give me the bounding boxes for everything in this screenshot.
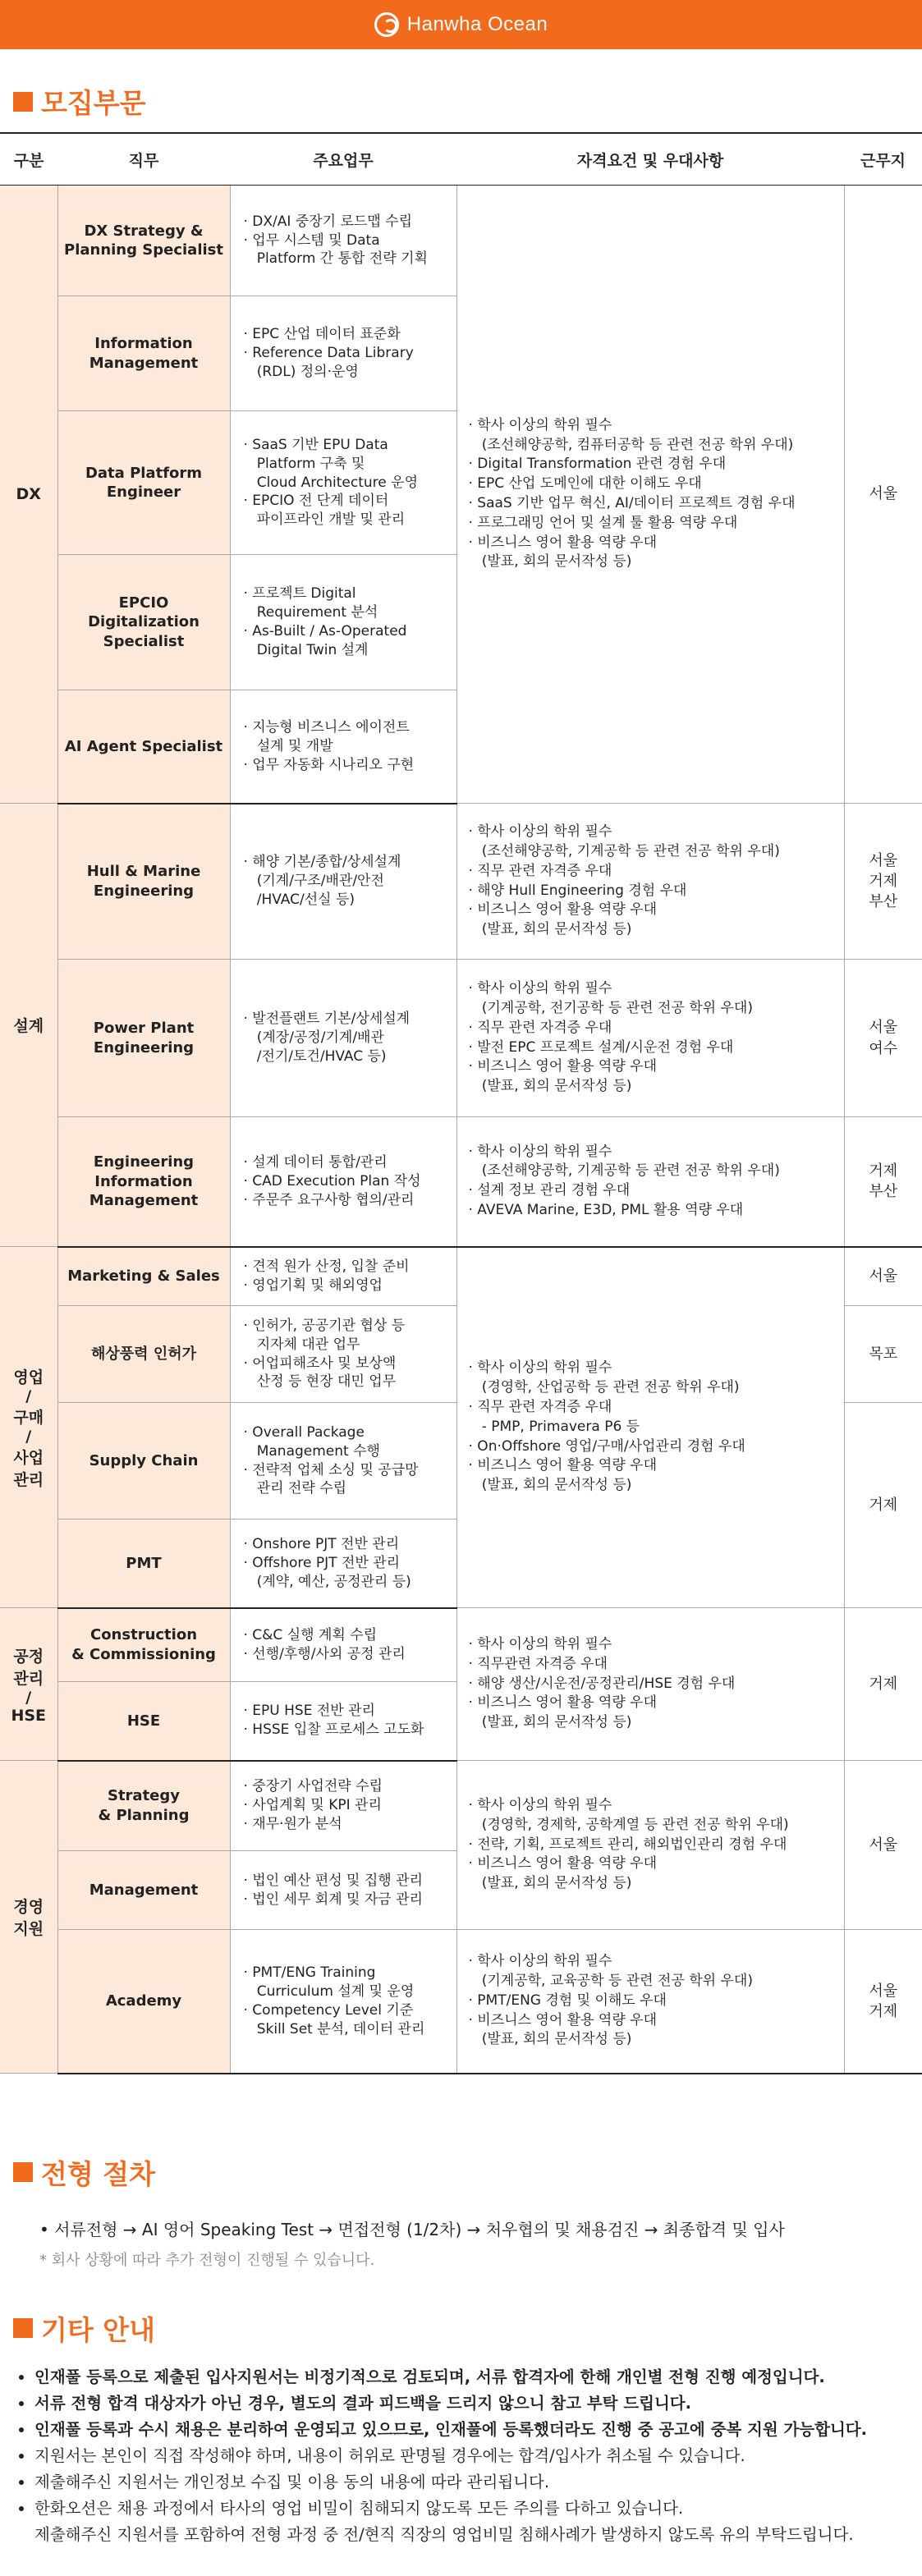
location-cell	[844, 186, 922, 804]
process-flow: • 서류전형 → AI 영어 Speaking Test → 면접전형 (1/2차) → 처우협의 및 채용검진 → 최종합격 및 입사	[39, 2219, 785, 2239]
text-line: · 선행/후행/사외 공정 관리	[243, 1645, 406, 1662]
text-line: · AVEVA Marine, E3D, PML 활용 역량 우대	[468, 1202, 744, 1219]
recruit-title: 모집부문	[41, 87, 146, 119]
text-line: (조선해양공학, 컴퓨터공학 등 관련 전공 학위 우대)	[468, 436, 794, 453]
text-line: · SaaS 기반 EPU Data	[243, 436, 388, 453]
qualification-cell	[456, 186, 844, 804]
text-line: 해상풍력 인허가	[91, 1345, 196, 1363]
text-line: 구매	[13, 1408, 44, 1427]
text-line: · Reference Data Library	[243, 345, 414, 362]
text-line: · Offshore PJT 전반 관리	[243, 1554, 401, 1571]
text-line: · 학사 이상의 학위 필수	[468, 980, 612, 997]
text-line: (발표, 회의 문서작성 등)	[468, 1078, 632, 1095]
table-row	[0, 1117, 922, 1247]
text-line: Power Plant	[93, 1020, 195, 1038]
duty-cell	[230, 296, 456, 411]
role-cell	[57, 1930, 230, 2074]
role-cell	[57, 186, 230, 296]
text-line: · 업무 자동화 시나리오 구현	[243, 756, 415, 773]
text-line: · C&C 실행 계획 수립	[243, 1626, 378, 1643]
text-line: · 비즈니스 영어 활용 역량 우대	[468, 901, 657, 919]
table-header-row	[0, 133, 922, 186]
text-line: Supply Chain	[89, 1451, 199, 1469]
header-division: 구분	[0, 133, 57, 186]
text-line: · 학사 이상의 학위 필수	[468, 823, 612, 841]
text-line: HSE	[126, 1712, 161, 1730]
text-line: · 직무관련 자격증 우대	[468, 1655, 608, 1672]
duty-cell	[230, 1117, 456, 1247]
list-item: • 서류 전형 합격 대상자가 아닌 경우, 별도의 결과 피드백을 드리지 않으니 참고 부탁 드립니다.	[34, 2390, 922, 2417]
text-line: · Digital Transformation 관련 경험 우대	[468, 456, 727, 473]
text-line: · 학사 이상의 학위 필수	[468, 416, 612, 433]
text-line: (발표, 회의 문서작성 등)	[468, 1875, 632, 1892]
text-line: Construction	[89, 1626, 198, 1644]
text-line: Digital Twin 설계	[243, 641, 369, 658]
text-line: (발표, 회의 문서작성 등)	[468, 1477, 632, 1494]
duty-cell	[230, 804, 456, 960]
location-cell	[844, 804, 922, 960]
division-cell	[0, 186, 57, 804]
table-row	[0, 1247, 922, 1306]
text-line: Engineering	[93, 1153, 195, 1171]
text-line: Requirement 분석	[243, 604, 378, 621]
qualification-cell	[456, 1608, 844, 1761]
text-line: Platform 간 통합 전략 기획	[243, 250, 428, 268]
orange-square-icon	[13, 2162, 33, 2182]
text-line: Curriculum 설계 및 운영	[243, 1982, 415, 2000]
table-row	[0, 1930, 922, 2074]
location-cell	[844, 1761, 922, 1930]
text-line: /전기/토건/HVAC 등)	[243, 1047, 387, 1065]
list-item-continuation: 제출해주신 지원서를 포함하여 전형 과정 중 전/현직 직장의 영업비밀 침해사례가 발생하지 않도록 유의 부탁드립니다.	[34, 2524, 854, 2544]
role-cell	[57, 804, 230, 960]
text-line: · 어업피해조사 및 보상액	[243, 1354, 397, 1372]
text-line: · 해양 생산/시운전/공정관리/HSE 경험 우대	[468, 1675, 736, 1692]
division-cell	[0, 1608, 57, 1761]
text-line: 거제	[869, 1675, 898, 1693]
text-line: · 비즈니스 영어 활용 역량 우대	[468, 1855, 657, 1872]
text-line: · EPU HSE 전반 관리	[243, 1703, 375, 1720]
text-line: /	[25, 1387, 32, 1405]
text-line: · 설계 정보 관리 경험 우대	[468, 1182, 631, 1199]
text-line: · Overall Package	[243, 1423, 365, 1441]
text-line: Engineer	[106, 484, 181, 501]
location-cell	[844, 960, 922, 1117]
text-line: - PMP, Primavera P6 등	[468, 1418, 640, 1435]
brand-header	[0, 0, 922, 49]
text-line: 서울	[869, 851, 898, 869]
text-line: · 직무 관련 자격증 우대	[468, 1399, 612, 1416]
role-cell	[57, 1851, 230, 1930]
duty-cell	[230, 1519, 456, 1608]
text-line: · DX/AI 중장기 로드맵 수립	[243, 213, 413, 230]
location-cell	[844, 1930, 922, 2074]
text-line: · 비즈니스 영어 활용 역량 우대	[468, 1694, 657, 1712]
text-line: 산정 등 현장 대민 업무	[243, 1373, 397, 1391]
text-line: · 학사 이상의 학위 필수	[468, 1797, 612, 1813]
text-line: (계약, 예산, 공정관리 등)	[243, 1573, 411, 1590]
table-row	[0, 804, 922, 960]
text-line: · 법인 세무 회계 및 자금 관리	[243, 1891, 423, 1908]
text-line: · 주문주 요구사항 협의/관리	[243, 1191, 415, 1208]
duty-cell	[230, 1306, 456, 1403]
text-line: DX	[16, 485, 41, 503]
text-line: · 프로젝트 Digital	[243, 585, 356, 603]
qualification-cell	[456, 960, 844, 1117]
role-cell	[57, 411, 230, 555]
text-line: Management	[89, 354, 199, 372]
hanwha-logo	[374, 12, 548, 37]
text-line: · 비즈니스 영어 활용 역량 우대	[468, 1457, 657, 1474]
text-line: Information	[94, 335, 193, 353]
text-line: Hull & Marine	[86, 863, 201, 881]
text-line: · 비즈니스 영어 활용 역량 우대	[468, 2011, 657, 2028]
text-line: · 학사 이상의 학위 필수	[468, 1636, 612, 1652]
qualification-cell	[456, 1117, 844, 1247]
text-line: 관리	[13, 1470, 44, 1489]
header-qualifications: 자격요건 및 우대사항	[456, 133, 844, 186]
text-line: 서울	[869, 1019, 898, 1037]
text-line: Planning Specialist	[64, 241, 223, 259]
location-cell	[844, 1608, 922, 1761]
text-line: · As-Built / As-Operated	[243, 623, 407, 639]
text-line: · Competency Level 기준	[243, 2001, 414, 2019]
text-line: · EPCIO 전 단계 데이터	[243, 493, 389, 510]
text-line: 사업	[13, 1448, 44, 1467]
text-line: 부산	[869, 1183, 898, 1201]
text-line: (RDL) 정의·운영	[243, 363, 359, 380]
text-line: Marketing & Sales	[67, 1267, 220, 1286]
text-line: /	[25, 1427, 32, 1446]
division-cell	[0, 804, 57, 1247]
text-line: (경영학, 경제학, 공학계열 등 관련 전공 학위 우대)	[468, 1816, 789, 1833]
text-line: 부산	[869, 893, 898, 911]
text-line: · 프로그래밍 언어 및 설계 툴 활용 역량 우대	[468, 514, 738, 531]
qualification-cell	[456, 1761, 844, 1930]
text-line: Engineering	[93, 1038, 195, 1057]
etc-title: 기타 안내	[41, 2313, 156, 2346]
role-cell	[57, 1519, 230, 1608]
text-line: 파이프라인 개발 및 관리	[243, 511, 406, 529]
text-line: (경영학, 산업공학 등 관련 전공 학위 우대)	[468, 1379, 740, 1396]
text-line: & Commissioning	[71, 1645, 216, 1663]
text-line: · 발전플랜트 기본/상세설계	[243, 1011, 411, 1028]
table-row	[0, 186, 922, 296]
text-line: (조선해양공학, 기계공학 등 관련 전공 학위 우대)	[468, 1162, 780, 1180]
hanwha-logo-icon	[374, 12, 399, 37]
text-line: 여수	[869, 1039, 898, 1057]
division-cell	[0, 1247, 57, 1608]
duty-cell	[230, 555, 456, 690]
text-line: · 전략, 기획, 프로젝트 관리, 해외법인관리 경험 우대	[468, 1836, 787, 1853]
text-line: (발표, 회의 문서작성 등)	[468, 1714, 632, 1731]
text-line: 설계	[13, 1017, 44, 1035]
text-line: · 직무 관련 자격증 우대	[468, 1019, 612, 1036]
text-line: · 견적 원가 산정, 입찰 준비	[243, 1258, 410, 1275]
recruit-table	[0, 132, 922, 2074]
text-line: · 중장기 사업전략 수립	[243, 1778, 383, 1795]
text-line: (조선해양공학, 기계공학 등 관련 전공 학위 우대)	[468, 842, 780, 859]
text-line: 설계 및 개발	[243, 737, 333, 754]
text-line: 거제	[869, 872, 898, 890]
duty-cell	[230, 1851, 456, 1930]
header-duties: 주요업무	[230, 133, 456, 186]
qualification-cell	[456, 1930, 844, 2074]
text-line: · 사업계획 및 KPI 관리	[243, 1797, 382, 1814]
text-line: Academy	[105, 1992, 182, 2010]
text-line: /	[25, 1688, 32, 1707]
process-note: * 회사 상황에 따라 추가 전형이 진행될 수 있습니다.	[39, 2251, 375, 2269]
table-row	[0, 1761, 922, 1851]
text-line: Strategy	[107, 1787, 181, 1805]
location-cell: 거제	[844, 1403, 922, 1608]
duty-cell	[230, 186, 456, 296]
text-line: (발표, 회의 문서작성 등)	[468, 553, 632, 571]
list-item: • 한화오션은 채용 과정에서 타사의 영업 비밀이 침해되지 않도록 모든 주의를 다하고 있습니다.	[34, 2496, 922, 2522]
duty-cell	[230, 411, 456, 555]
header-location: 근무지	[844, 133, 922, 186]
text-line: 관리	[13, 1669, 44, 1688]
list-item: • 인재풀 등록으로 제출된 입사지원서는 비정기적으로 검토되며, 서류 합격자에 한해 개인별 전형 진행 예정입니다.	[34, 2364, 922, 2390]
text-line: PMT	[126, 1554, 162, 1572]
duty-cell	[230, 1608, 456, 1682]
role-cell	[57, 690, 230, 804]
text-line: Engineering	[93, 882, 195, 900]
orange-square-icon	[13, 2318, 33, 2338]
text-line: · EPC 산업 도메인에 대한 이해도 우대	[468, 475, 702, 493]
text-line: · 인허가, 공공기관 협상 등	[243, 1317, 406, 1334]
text-line: (기계공학, 교육공학 등 관련 전공 학위 우대)	[468, 1973, 753, 1990]
text-line: 영업	[13, 1368, 44, 1387]
table-row	[0, 1608, 922, 1682]
text-line: · 영업기획 및 해외영업	[243, 1277, 383, 1294]
text-line: 경영	[13, 1898, 44, 1916]
text-line: Skill Set 분석, 데이터 관리	[243, 2020, 425, 2037]
etc-section-title	[13, 2309, 922, 2348]
text-line: 거제	[869, 2002, 898, 2020]
role-cell	[57, 1761, 230, 1851]
text-line: · 설계 데이터 통합/관리	[243, 1153, 388, 1171]
text-line: · 지능형 비즈니스 에이전트	[243, 718, 410, 736]
text-line: · Onshore PJT 전반 관리	[243, 1535, 400, 1552]
text-line: · SaaS 기반 업무 혁신, AI/데이터 프로젝트 경험 우대	[468, 495, 796, 511]
text-line: · 학사 이상의 학위 필수	[468, 1143, 612, 1160]
qualification-cell	[456, 804, 844, 960]
text-line: · 업무 시스템 및 Data	[243, 231, 380, 249]
text-line: EPCIO	[118, 594, 169, 612]
text-line: · PMT/ENG Training	[243, 1964, 376, 1981]
location-cell: 목포	[844, 1306, 922, 1403]
duty-cell	[230, 1247, 456, 1306]
role-cell	[57, 1247, 230, 1306]
list-item: • 제출해주신 지원서는 개인정보 수집 및 이용 동의 내용에 따라 관리됩니다.	[34, 2469, 922, 2496]
text-line: 공정	[13, 1647, 44, 1666]
duty-cell	[230, 1403, 456, 1519]
list-item: • 인재풀 등록과 수시 채용은 분리하여 운영되고 있으므로, 인재풀에 등록했더라도 진행 중 공고에 중복 지원 가능합니다.	[34, 2417, 922, 2443]
text-line: 거제	[869, 1162, 898, 1180]
text-line: /HVAC/선실 등)	[243, 892, 355, 909]
text-line: Cloud Architecture 운영	[243, 474, 418, 491]
text-line: · 학사 이상의 학위 필수	[468, 1953, 612, 1970]
qualification-cell	[456, 1247, 844, 1608]
text-line: (계장/공정/기계/배관	[243, 1029, 384, 1047]
text-line: Specialist	[103, 632, 185, 650]
text-line: · EPC 산업 데이터 표준화	[243, 326, 401, 343]
role-cell	[57, 1682, 230, 1761]
header-role: 직무	[57, 133, 230, 186]
text-line: 서울	[869, 1982, 898, 2000]
process-title: 전형 절차	[41, 2157, 156, 2190]
orange-square-icon	[13, 92, 33, 112]
text-line: · PMT/ENG 경험 및 이해도 우대	[468, 1992, 667, 2009]
location-cell	[844, 1117, 922, 1247]
text-line: Platform 구축 및	[243, 455, 365, 472]
text-line: · HSSE 입찰 프로세스 고도화	[243, 1721, 424, 1739]
text-line: · 비즈니스 영어 활용 역량 우대	[468, 534, 657, 551]
list-item: • 지원서는 본인이 직접 작성해야 하며, 내용이 허위로 판명될 경우에는 합격/입사가 취소될 수 있습니다.	[34, 2443, 922, 2469]
text-line: Management	[89, 1191, 199, 1209]
text-line: (발표, 회의 문서작성 등)	[468, 921, 632, 938]
division-cell	[0, 1761, 57, 2074]
text-line: 지자체 대관 업무	[243, 1336, 360, 1353]
text-line: Management	[89, 1881, 199, 1899]
duty-cell	[230, 1930, 456, 2074]
role-cell	[57, 1117, 230, 1247]
text-line: · 법인 예산 편성 및 집행 관리	[243, 1872, 423, 1889]
text-line: 지원	[13, 1920, 44, 1938]
location-cell: 서울	[844, 1247, 922, 1306]
duty-cell	[230, 960, 456, 1117]
text-line: HSE	[11, 1706, 47, 1725]
text-line: · 전략적 업체 소싱 및 공급망	[243, 1461, 419, 1478]
duty-cell	[230, 690, 456, 804]
text-line: (발표, 회의 문서작성 등)	[468, 2031, 632, 2048]
text-line: Management 수행	[243, 1442, 380, 1460]
text-line: & Planning	[98, 1806, 190, 1824]
text-line: Digitalization	[88, 613, 200, 631]
text-line: · 해양 기본/종합/상세설계	[243, 854, 401, 871]
text-line: AI Agent Specialist	[64, 737, 223, 755]
text-line: Data Platform	[85, 464, 203, 482]
duty-cell	[230, 1682, 456, 1761]
role-cell	[57, 555, 230, 690]
text-line: 관리 전략 수립	[243, 1480, 347, 1497]
text-line: 서울	[869, 485, 898, 503]
text-line: · CAD Execution Plan 작성	[243, 1172, 421, 1189]
text-line: · 비즈니스 영어 활용 역량 우대	[468, 1058, 657, 1075]
text-line: (기계공학, 전기공학 등 관련 전공 학위 우대)	[468, 999, 753, 1016]
text-line: Information	[94, 1172, 193, 1190]
text-line: 서울	[869, 1836, 898, 1854]
text-line: DX Strategy &	[84, 222, 204, 240]
text-line: · 발전 EPC 프로젝트 설계/시운전 경험 우대	[468, 1038, 734, 1056]
role-cell	[57, 960, 230, 1117]
text-line: · On·Offshore 영업/구매/사업관리 경험 우대	[468, 1437, 745, 1455]
brand-name: Hanwha Ocean	[406, 13, 548, 35]
role-cell	[57, 296, 230, 411]
text-line: · 직무 관련 자격증 우대	[468, 862, 612, 879]
recruit-section-title	[13, 82, 922, 121]
text-line: · 해양 Hull Engineering 경험 우대	[468, 882, 687, 899]
duty-cell	[230, 1761, 456, 1851]
etc-list	[18, 2364, 922, 2548]
text-line: · 학사 이상의 학위 필수	[468, 1359, 612, 1377]
role-cell	[57, 1403, 230, 1519]
process-section-title	[13, 2153, 922, 2192]
role-cell	[57, 1306, 230, 1403]
text-line: (기계/구조/배관/안전	[243, 873, 384, 890]
table-row	[0, 960, 922, 1117]
text-line: · 재무·원가 분석	[243, 1816, 342, 1833]
role-cell	[57, 1608, 230, 1682]
